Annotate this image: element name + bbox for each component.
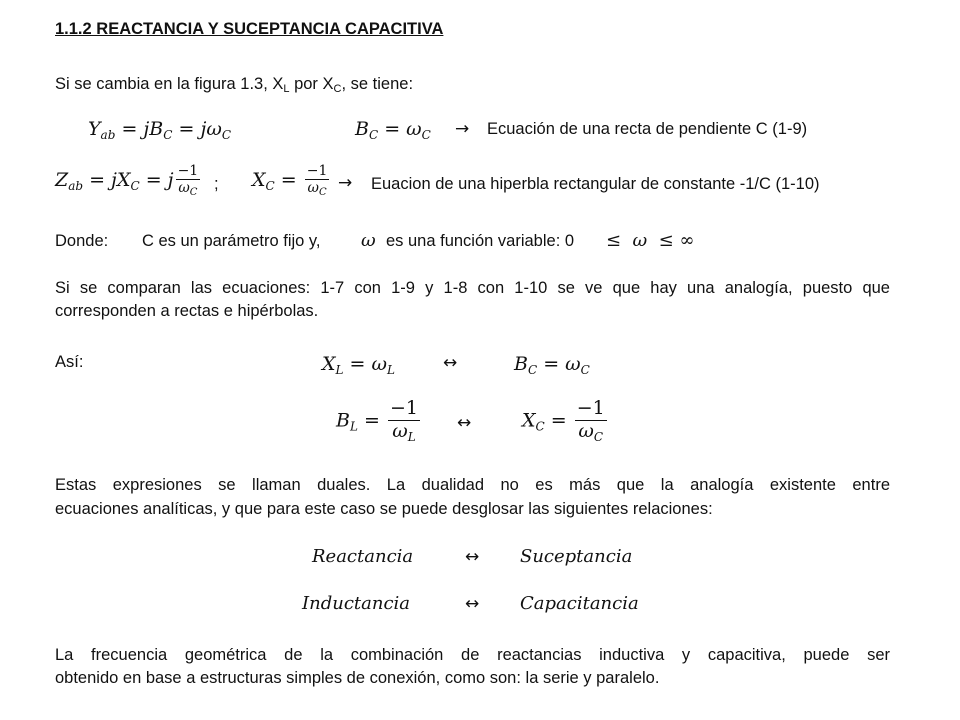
equation-bc: $B_C = \omega_C$ [355,118,431,142]
where-label: Donde: [55,232,109,250]
relation-right: Capacitancia [520,593,639,614]
equation-bc-dual: $B_C = \omega_C$ [514,353,590,377]
eq2-description: Euacion de una hiperbla rectangular de constante -1/C (1-10) [371,175,820,193]
double-arrow-icon: ↔ [465,594,480,614]
arrow-right-icon: → [338,173,353,193]
asi-label: Así: [55,353,84,371]
fraction-numerator: −1 [576,397,605,419]
eq1-description: Ecuación de una recta de pendiente C (1-9) [487,120,808,138]
double-arrow-icon: ↔ [457,413,472,433]
fraction-numerator: −1 [389,397,418,419]
intro-sub-c: C [333,83,342,95]
equation-bl: $B_L$ = $\frac{-1}{\omega_L}$ [336,397,418,444]
double-arrow-icon: ↔ [443,353,458,373]
equation-zab: $Z_{ab} = jX_C = j$ $\frac{-1}{\omega_C}$ [55,163,199,199]
arrow-right-icon: → [455,119,470,139]
paragraph-1-line-1: Si se comparan las ecuaciones: 1-7 con 1-9 y 1-8 con 1-10 se ve que hay una analogía, puesto que [55,279,890,297]
double-arrow-icon: ↔ [465,547,480,567]
equation-separator: ; [214,175,219,193]
where-text-2: es una función variable: 0 [386,232,575,250]
paragraph-3-line-1: La frecuencia geométrica de la combinación de reactancias inductiva y capacitiva, puede ser [55,646,890,664]
fraction-numerator: −1 [177,163,199,179]
fraction-numerator: −1 [306,163,328,179]
relation-left: Inductancia [302,593,411,614]
inequality: ≤ ω ≤ ∞ [606,230,695,251]
paragraph-1-line-2: corresponden a rectas e hipérbolas. [55,302,319,320]
paragraph-3-line-2: obtenido en base a estructuras simples de conexión, como son: la serie y paralelo. [55,669,660,687]
section-title: 1.1.2 REACTANCIA Y SUCEPTANCIA CAPACITIVA [55,20,444,38]
intro-text-mid: por X [289,75,334,93]
paragraph-2-line-1: Estas expresiones se llaman duales. La dualidad no es más que la analogía existente entre [55,476,890,494]
equation-xc-dual: $X_C$ = $\frac{-1}{\omega_C}$ [522,397,605,444]
omega-symbol: ω [361,230,376,251]
paragraph-2-line-2: ecuaciones analíticas, y que para este caso se puede desglosar las siguientes relaciones: [55,500,713,518]
where-text-1: C es un parámetro fijo y, [142,232,321,250]
equation-xc: $X_C$ = $\frac{-1}{\omega_C}$ [252,163,328,199]
equation-xl: $X_L = \omega_L$ [322,353,395,377]
intro-text-after: , se tiene: [341,75,414,93]
intro-line [55,75,413,95]
relation-right: Suceptancia [520,546,633,567]
intro-sub-l: L [283,83,290,95]
equation-yab: $Y_{ab} = jB_C = j\omega_C$ [88,118,232,142]
relation-left: Reactancia [312,546,414,567]
intro-text-before: Si se cambia en la figura 1.3, X [55,75,284,93]
